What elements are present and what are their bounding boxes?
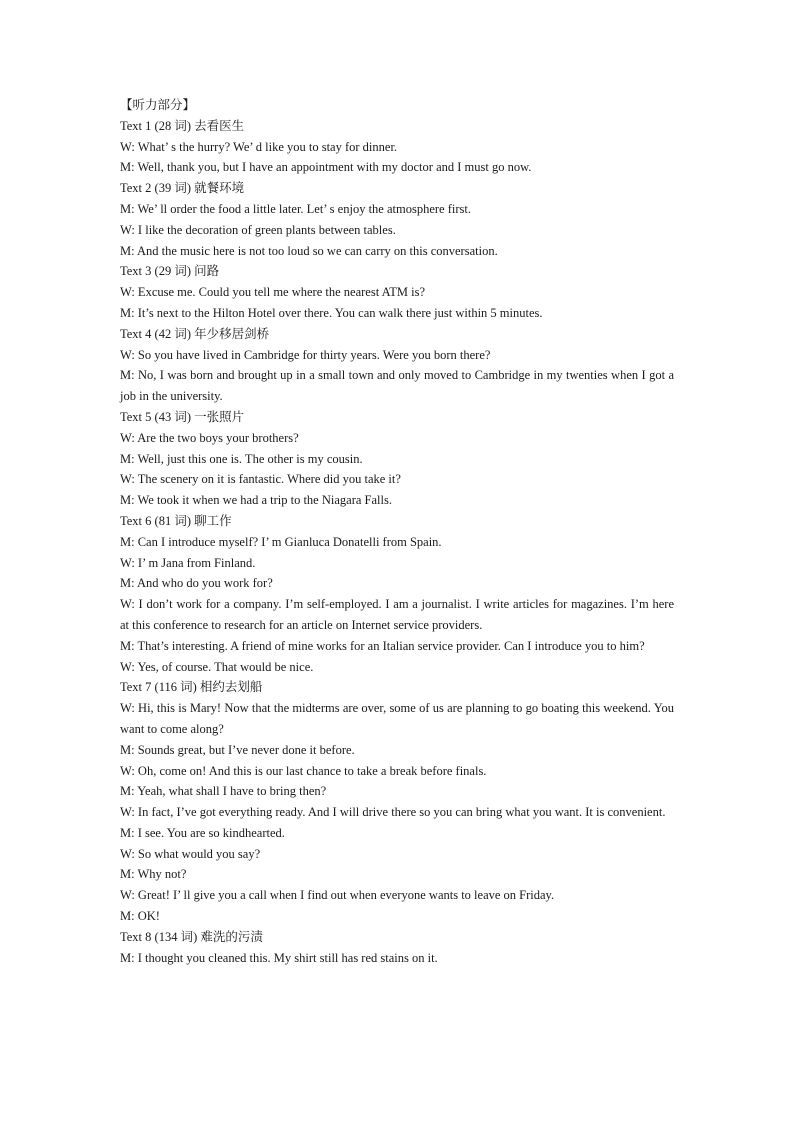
dialogue-line: M: I see. You are so kindhearted. [120,825,285,840]
dialogue-line: M: It’s next to the Hilton Hotel over there. You can walk there just within 5 minutes. [120,305,543,320]
dialogue-line: M: I thought you cleaned this. My shirt still has red stains on it. [120,950,438,965]
dialogue-line: W: Hi, this is Mary! Now that the midterms are over, some of us are planning to go boating this weekend. You want to come along? [120,701,674,736]
dialogue-line: M: Well, thank you, but I have an appointment with my doctor and I must go now. [120,160,532,175]
dialogue-line: W: Yes, of course. That would be nice. [120,659,314,674]
dialogue-line: M: No, I was born and brought up in a small town and only moved to Cambridge in my twenties when I got a job in the university. [120,368,674,404]
text-heading: Text 2 (39 词) 就餐环境 [120,181,245,196]
text-heading: Text 1 (28 词) 去看医生 [120,118,245,133]
dialogue-line: M: We’ ll order the food a little later. Let’ s enjoy the atmosphere first. [120,201,471,216]
transcript-body [120,95,674,968]
text-heading: Text 7 (116 词) 相约去划船 [120,680,263,695]
dialogue-line: M: Sounds great, but I’ve never done it before. [120,742,355,757]
dialogue-line: M: OK! [120,909,160,924]
text-heading: Text 4 (42 词) 年少移居剑桥 [120,326,270,341]
dialogue-line: W: The scenery on it is fantastic. Where did you take it? [120,472,401,487]
section-title: 【听力部分】 [120,98,196,112]
dialogue-line: M: That’s interesting. A friend of mine works for an Italian service provider. Can I introduce you to him? [120,638,645,653]
dialogue-line: M: Well, just this one is. The other is my cousin. [120,451,363,466]
dialogue-line: W: So you have lived in Cambridge for thirty years. Were you born there? [120,347,491,362]
dialogue-line: W: I’ m Jana from Finland. [120,555,256,570]
dialogue-line: M: And who do you work for? [120,576,273,591]
dialogue-line: W: In fact, I’ve got everything ready. And I will drive there so you can bring what you want. It is convenient. [120,805,666,820]
dialogue-line: M: We took it when we had a trip to the Niagara Falls. [120,493,392,508]
dialogue-line: W: I don’t work for a company. I’m self-employed. I am a journalist. I write articles for magazines. I’m here at this conference to research for an article on Internet service providers. [120,597,674,632]
dialogue-line: W: Great! I’ ll give you a call when I find out when everyone wants to leave on Friday. [120,888,555,903]
dialogue-line: M: Can I introduce myself? I’ m Gianluca Donatelli from Spain. [120,534,442,549]
dialogue-line: W: So what would you say? [120,846,261,861]
dialogue-line: M: Why not? [120,867,187,882]
text-heading: Text 5 (43 词) 一张照片 [120,409,245,424]
dialogue-line: W: Excuse me. Could you tell me where the nearest ATM is? [120,285,426,300]
text-heading: Text 3 (29 词) 问路 [120,264,220,279]
dialogue-line: M: And the music here is not too loud so we can carry on this conversation. [120,243,498,258]
dialogue-line: W: Are the two boys your brothers? [120,430,299,445]
dialogue-line: M: Yeah, what shall I have to bring then? [120,784,327,799]
dialogue-line: W: What’ s the hurry? We’ d like you to stay for dinner. [120,139,398,154]
text-heading: Text 8 (134 词) 难洗的污渍 [120,929,263,944]
dialogue-line: W: Oh, come on! And this is our last chance to take a break before finals. [120,763,487,778]
text-heading: Text 6 (81 词) 聊工作 [120,513,232,528]
dialogue-line: W: I like the decoration of green plants between tables. [120,222,396,237]
